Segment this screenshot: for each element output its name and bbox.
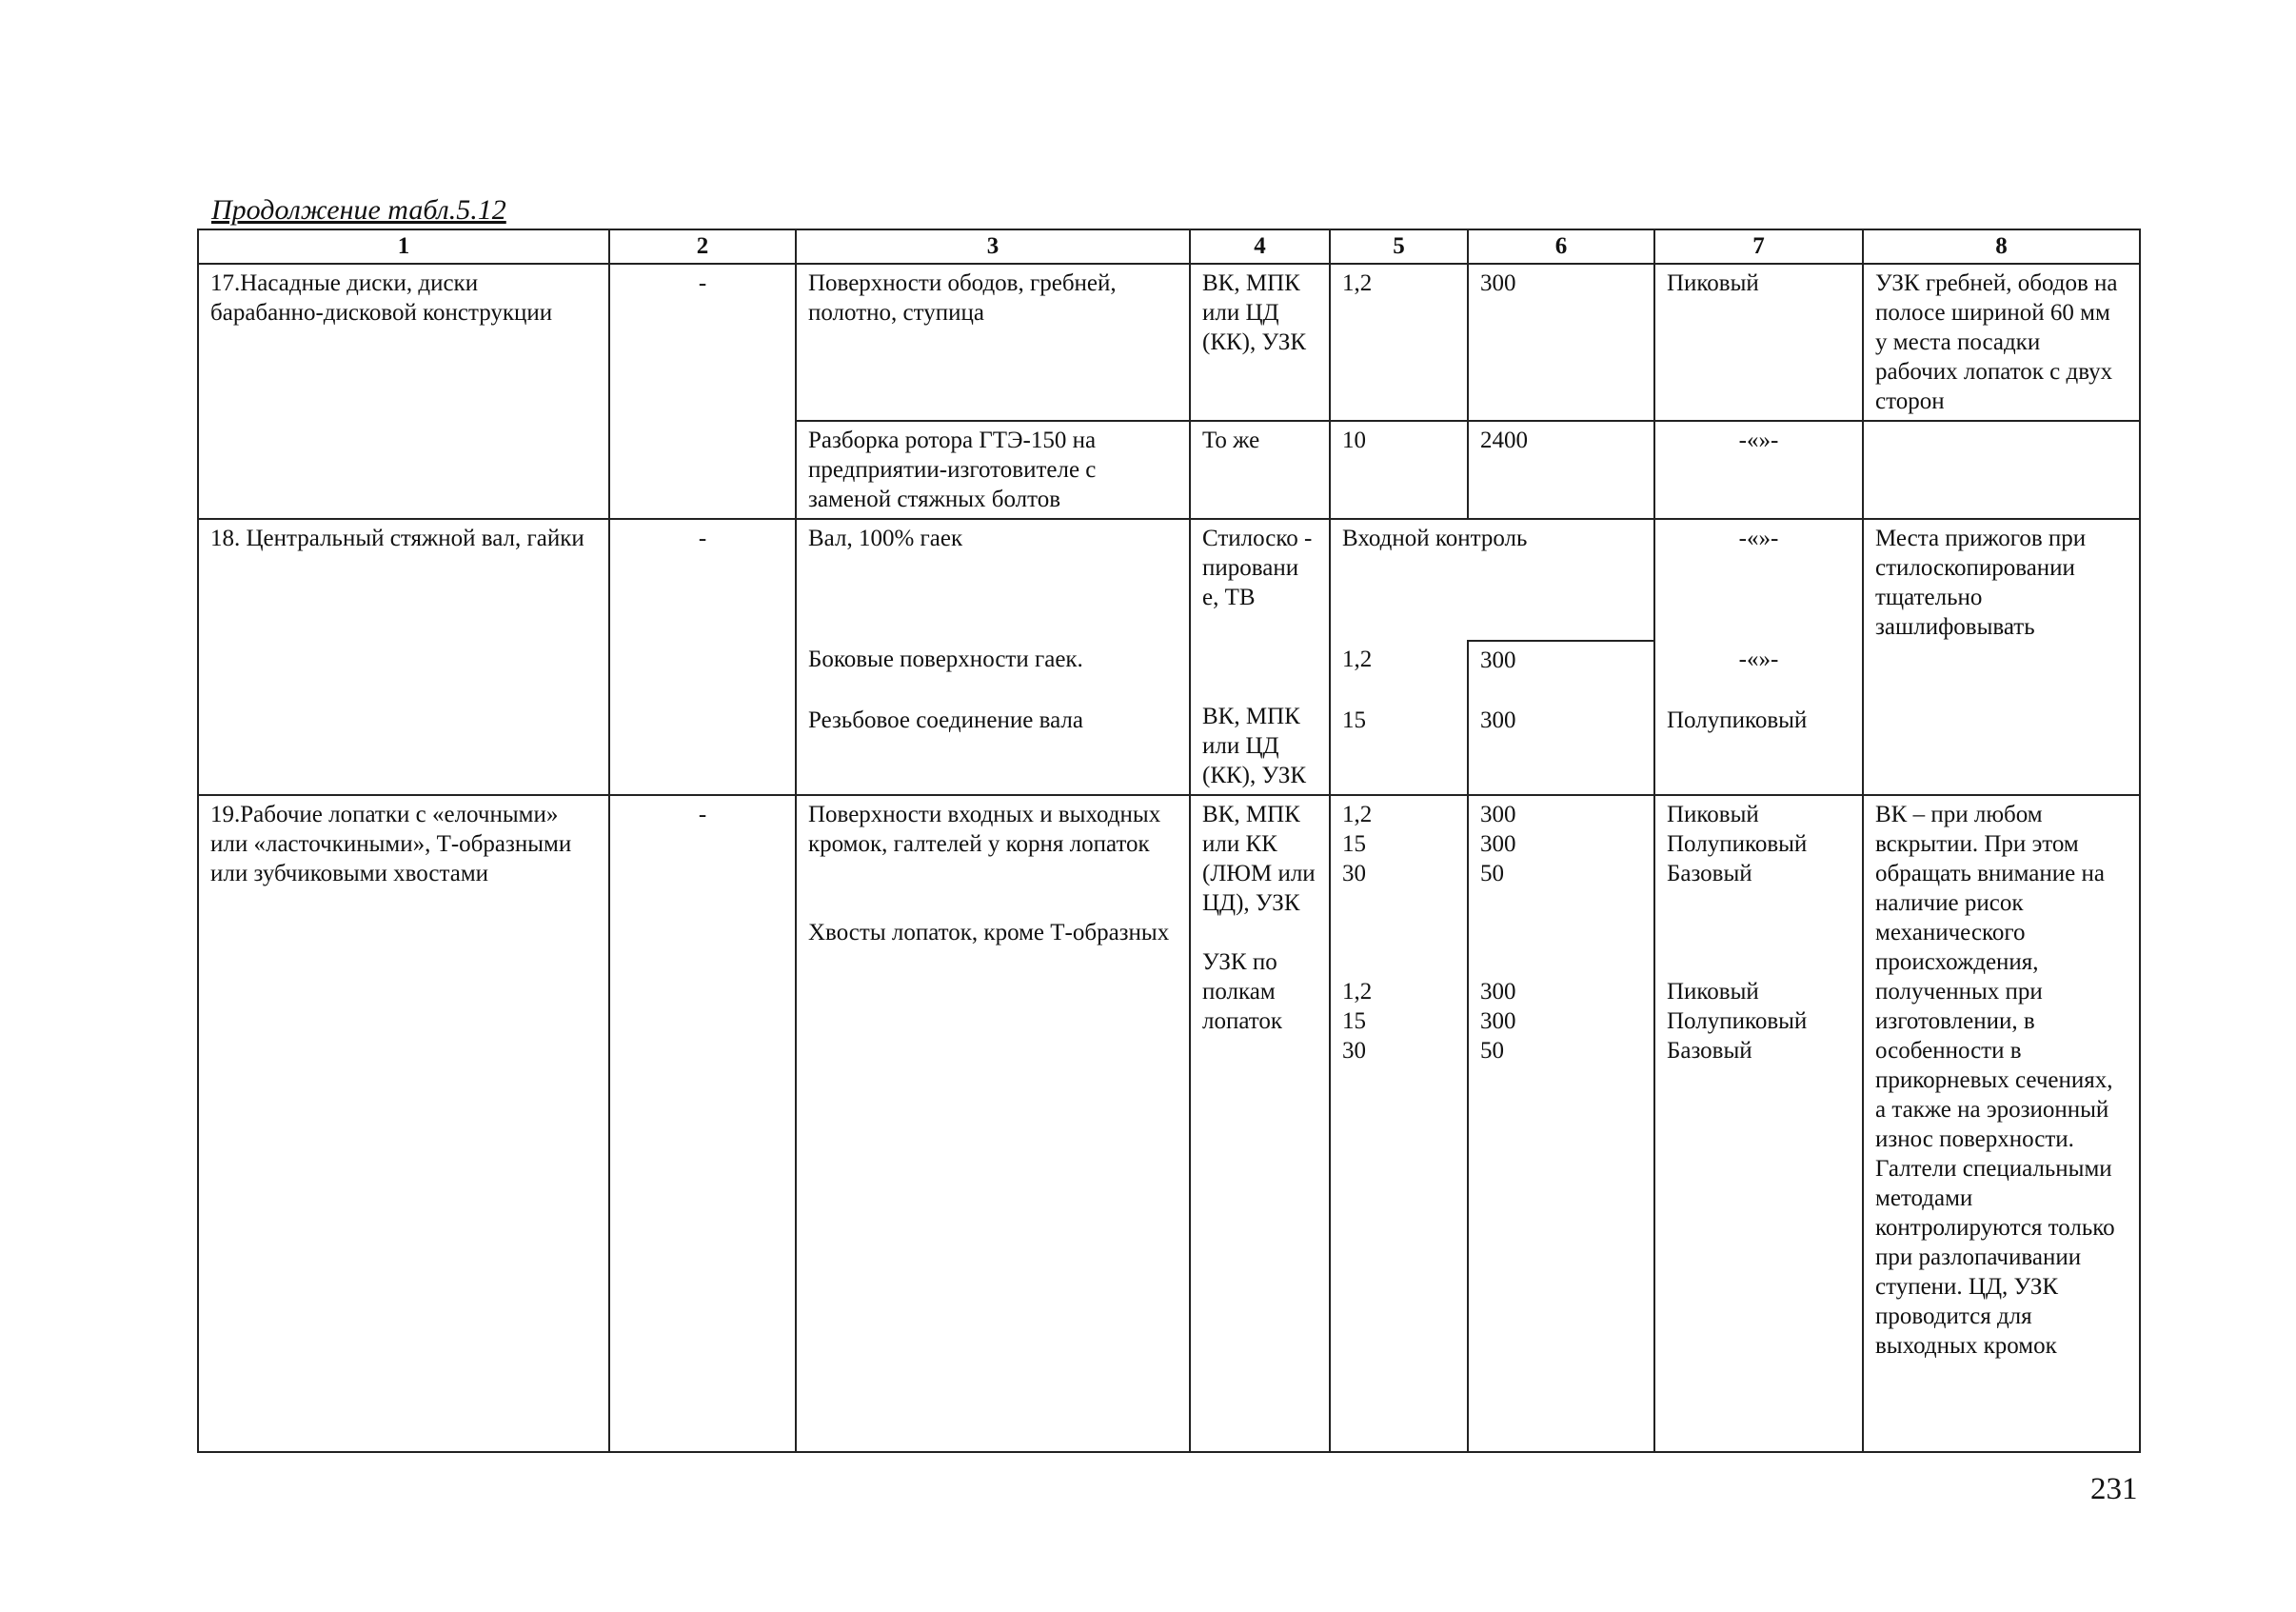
note-cell: ВК – при любом вскрытии. При этом обращать внимание на наличие рисок механического происхождения, полученных при изготовлении, в особенности в прикорневых сечениях, а также на эрозионный износ поверхности. Галтели специальными методами контролируются только при разлопачивании ступени. ЦД, УЗК проводится для выходных кромок xyxy=(1863,795,2140,1452)
mode-value: Пиковый xyxy=(1667,979,1759,1005)
method-roots: УЗК по полкам лопаток xyxy=(1202,949,1283,1034)
table-row xyxy=(198,795,2140,1452)
input-control-cell: Входной контроль xyxy=(1330,519,1654,641)
zone-cell xyxy=(796,795,1190,1452)
mode-value: Полупиковый xyxy=(1667,831,1808,857)
col-header-8: 8 xyxy=(1863,229,2140,264)
col5-cell xyxy=(1330,795,1468,1452)
table-header-row xyxy=(198,229,2140,264)
zone-cell: Резьбовое соединение вала xyxy=(796,702,1190,795)
mode-cell: -«»- xyxy=(1654,641,1863,702)
col-header-3: 3 xyxy=(796,229,1190,264)
zone-cell: Вал, 100% гаек xyxy=(796,519,1190,641)
col5-value: 1,2 xyxy=(1342,802,1373,827)
method-cell: То же xyxy=(1190,421,1330,519)
col6-cell: 300 xyxy=(1468,641,1654,702)
note-cell-empty xyxy=(1863,421,2140,519)
mode-cell: Полупиковый xyxy=(1654,702,1863,795)
method-edges: ВК, МПК или КК (ЛЮМ или ЦД), УЗК xyxy=(1202,802,1316,916)
mode-value: Полупиковый xyxy=(1667,1008,1808,1034)
col5-value: 30 xyxy=(1342,861,1366,886)
method-cell xyxy=(1190,795,1330,1452)
col6-value: 50 xyxy=(1480,1038,1504,1064)
col2-cell: - xyxy=(609,519,796,795)
mode-cell: -«»- xyxy=(1654,421,1863,519)
zone-edges: Поверхности входных и выходных кромок, галтелей у корня лопаток xyxy=(808,802,1161,857)
zone-cell: Боковые поверхности гаек. xyxy=(796,641,1190,702)
mode-value: Базовый xyxy=(1667,861,1752,886)
col6-value: 50 xyxy=(1480,861,1504,886)
table-caption: Продолжение табл.5.12 xyxy=(211,194,506,226)
col6-cell: 300 xyxy=(1468,264,1654,421)
zone-cell: Поверхности ободов, гребней, полотно, ступица xyxy=(796,264,1190,421)
col5-cell: 10 xyxy=(1330,421,1468,519)
col6-cell xyxy=(1468,795,1654,1452)
col6-value: 300 xyxy=(1480,831,1516,857)
col6-value: 300 xyxy=(1480,1008,1516,1034)
zone-cell: Разборка ротора ГТЭ-150 на предприятии-изготовителе с заменой стяжных болтов xyxy=(796,421,1190,519)
col6-value: 300 xyxy=(1480,979,1516,1005)
col5-value: 30 xyxy=(1342,1038,1366,1064)
col-header-1: 1 xyxy=(198,229,609,264)
method-cell-empty xyxy=(1190,641,1330,702)
col6-value: 300 xyxy=(1480,802,1516,827)
col2-cell: - xyxy=(609,795,796,1452)
mode-cell: Пиковый xyxy=(1654,264,1863,421)
mode-value: Пиковый xyxy=(1667,802,1759,827)
note-cell: УЗК гребней, ободов на полосе шириной 60 мм у места посадки рабочих лопаток с двух сторон xyxy=(1863,264,2140,421)
col6-cell: 300 xyxy=(1468,702,1654,795)
col5-value: 15 xyxy=(1342,831,1366,857)
method-cell: ВК, МПК или ЦД (КК), УЗК xyxy=(1190,264,1330,421)
method-cell: Стилоско - пировани е, ТВ xyxy=(1190,519,1330,641)
element-name-cell: 18. Центральный стяжной вал, гайки xyxy=(198,519,609,795)
col5-value: 15 xyxy=(1342,1008,1366,1034)
col5-cell: 1,2 xyxy=(1330,641,1468,702)
mode-cell xyxy=(1654,795,1863,1452)
table-row xyxy=(198,264,2140,421)
zone-roots: Хвосты лопаток, кроме Т-образных xyxy=(808,920,1170,945)
col-header-6: 6 xyxy=(1468,229,1654,264)
element-name-cell: 19.Рабочие лопатки с «елочными» или «ласточкиными», Т-образными или зубчиковыми хвостами xyxy=(198,795,609,1452)
col5-cell: 1,2 xyxy=(1330,264,1468,421)
table-row xyxy=(198,519,2140,641)
control-table xyxy=(197,229,2141,1453)
col6-cell: 2400 xyxy=(1468,421,1654,519)
col2-cell: - xyxy=(609,264,796,519)
note-cell: Места прижогов при стилоскопировании тщательно зашлифовывать xyxy=(1863,519,2140,795)
col-header-2: 2 xyxy=(609,229,796,264)
col-header-4: 4 xyxy=(1190,229,1330,264)
element-name-cell: 17.Насадные диски, диски барабанно-дисковой конструкции xyxy=(198,264,609,519)
mode-value: Базовый xyxy=(1667,1038,1752,1064)
col5-cell: 15 xyxy=(1330,702,1468,795)
mode-cell: -«»- xyxy=(1654,519,1863,641)
col-header-5: 5 xyxy=(1330,229,1468,264)
method-cell: ВК, МПК или ЦД (КК), УЗК xyxy=(1190,702,1330,795)
col-header-7: 7 xyxy=(1654,229,1863,264)
col5-value: 1,2 xyxy=(1342,979,1373,1005)
page-number: 231 xyxy=(2090,1472,2138,1506)
